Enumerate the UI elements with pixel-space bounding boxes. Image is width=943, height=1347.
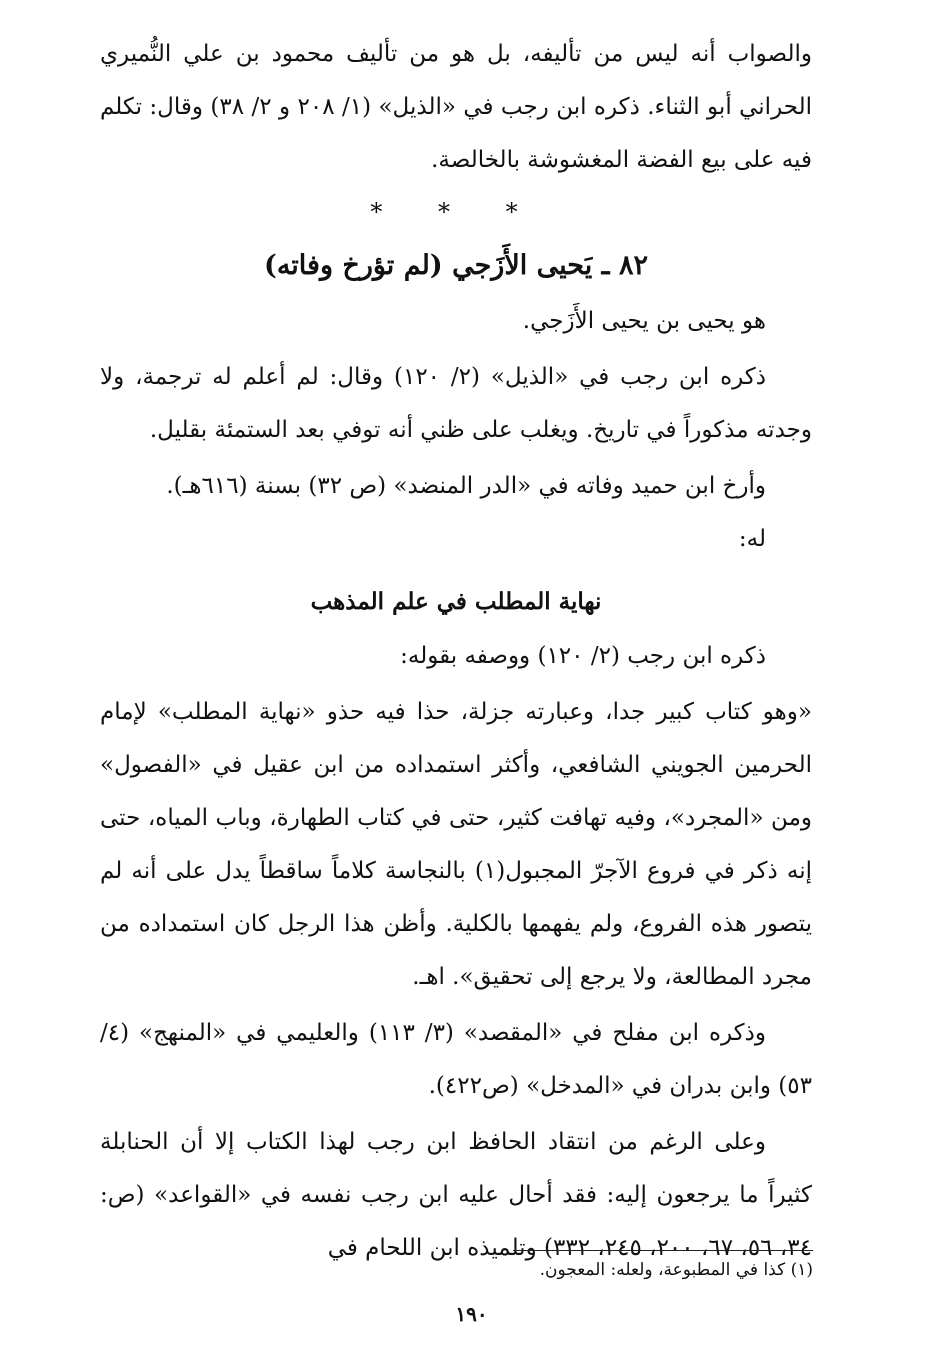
footnote: (١) كذا في المطبوعة، ولعله: المعجون.	[539, 1260, 813, 1280]
death-date-paragraph: وأرخ ابن حميد وفاته في «الدر المنضد» (ص ٣٢) بسنة (٦١٦هـ).	[166, 473, 766, 499]
page-body	[100, 28, 812, 1275]
book-title: نهاية المطلب في علم المذهب	[310, 588, 602, 615]
quote-paragraph: «وهو كتاب كبير جدا، وعبارته جزلة، حذا فيه حذو «نهاية المطلب» لإمام الحرمين الجويني الشافعي، وأكثر استمداده من ابن عقيل في «الفصول» ومن «المجرد»، وفيه تهافت كثير، حتى في كتاب الطهارة، وباب المياه، حتى إنه ذكر في فروع الآجرّ المجبول(١) بالنجاسة كلاماً ساقطاً يدل على أنه لم يتصور هذه الفروع، ولم يفهمها بالكلية. وأظن هذا الرجل كان استمداده من مجرد المطالعة، ولا يرجع إلى تحقيق». اهـ.	[100, 699, 812, 990]
name-line: هو يحيى بن يحيى الأَزَجي.	[522, 308, 766, 334]
entry-heading: ٨٢ ـ يَحيى الأَزَجي (لم تؤرخ وفاته)	[264, 250, 648, 281]
section-separator: * * *	[370, 198, 542, 226]
references-paragraph: وذكره ابن مفلح في «المقصد» (٣/ ١١٣) والعليمي في «المنهج» (٤/ ٥٣) وابن بدران في «المدخل» (ص٤٢٢).	[100, 1020, 812, 1099]
book-intro: ذكره ابن رجب (٢/ ١٢٠) ووصفه بقوله:	[400, 643, 766, 669]
footnote-divider	[513, 1250, 813, 1251]
works-label: له:	[738, 526, 766, 552]
final-paragraph: وعلى الرغم من انتقاد الحافظ ابن رجب لهذا الكتاب إلا أن الحنابلة كثيراً ما يرجعون إليه: فقد أحال عليه ابن رجب نفسه في «القواعد» (ص: ٣٤، ٥٦، ٦٧، ٢٠٠، ٢٤٥، ٣٣٢) وتلميذه ابن اللحام في	[100, 1129, 812, 1261]
intro-paragraph: والصواب أنه ليس من تأليفه، بل هو من تأليف محمود بن علي النُّميري الحراني أبو الثناء. ذكره ابن رجب في «الذيل» (١/ ٢٠٨ و ٢/ ٣٨) وقال: تكلم فيه على بيع الفضة المغشوشة بالخالصة.	[100, 41, 813, 173]
dhayl-paragraph: ذكره ابن رجب في «الذيل» (٢/ ١٢٠) وقال: لم أعلم له ترجمة، ولا وجدته مذكوراً في تاريخ. ويغلب على ظني أنه توفي بعد الستمئة بقليل.	[100, 364, 812, 443]
page-number: ١٩٠	[455, 1302, 488, 1326]
